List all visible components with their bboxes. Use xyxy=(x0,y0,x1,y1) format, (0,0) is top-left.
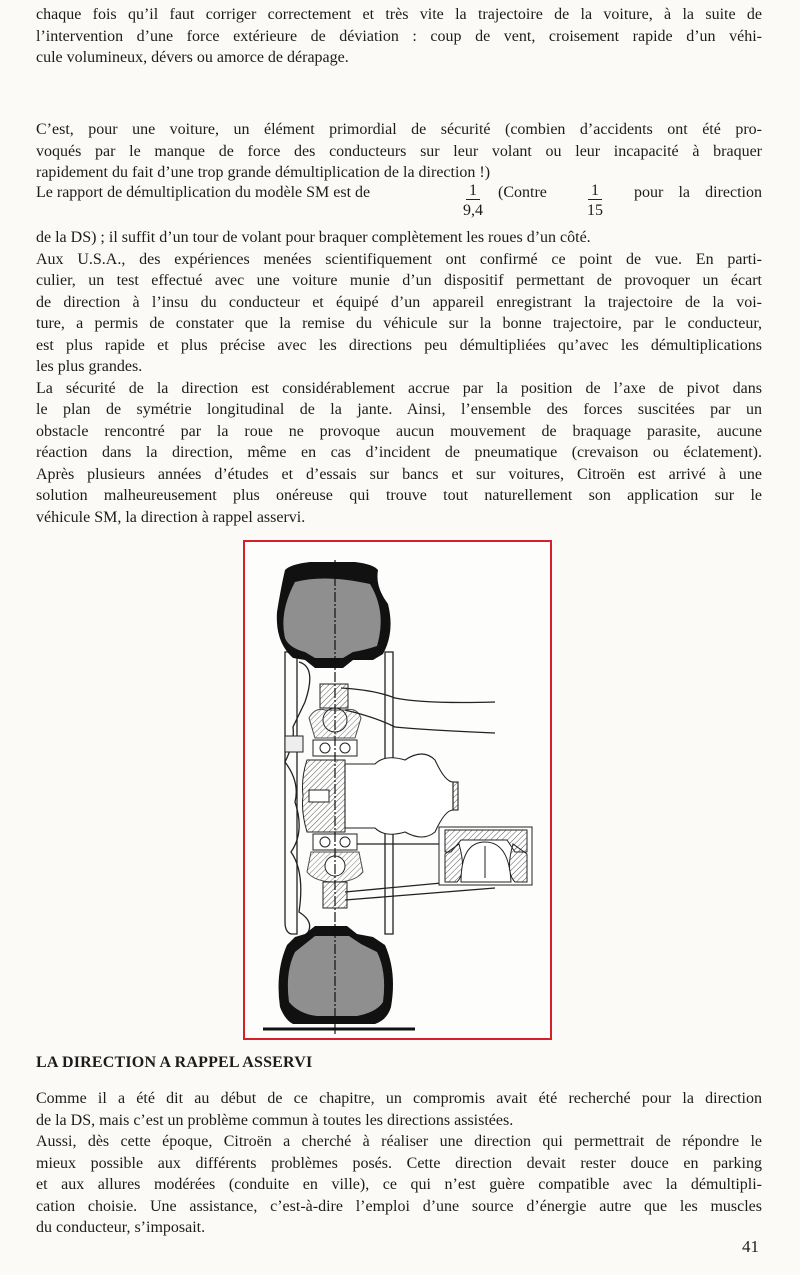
ratio-line-end: pour la direction xyxy=(634,184,762,201)
text-line: culier, un test effectué avec une voiture munie d’un dispositif permettant de provoquer un écart xyxy=(36,272,762,289)
text-line: rapidement du fait d’une trop grande démultiplication de la direction !) xyxy=(36,164,491,181)
text-line: cation choisie. Une assistance, c’est-à-dire l’emploi d’une source d’énergie autre que les muscles xyxy=(36,1197,762,1215)
text-line: véhicule SM, la direction à rappel asservi. xyxy=(36,508,306,526)
text-line: solution malheureusement plus onéreuse qui trouve tout naturellement son application sur le xyxy=(36,487,762,504)
wheel-diagram xyxy=(245,542,550,1038)
section-heading: LA DIRECTION A RAPPEL ASSERVI xyxy=(36,1054,313,1071)
ds-ratio-denominator: 15 xyxy=(587,202,603,219)
text-line: l’intervention d’une force extérieure de déviation : coup de vent, croisement rapide d’un véhi- xyxy=(36,27,762,45)
text-line: réaction dans la direction, même en cas d’incident de pneumatique (crevaison ou éclatement). xyxy=(36,444,762,461)
ratio-contre: (Contre xyxy=(498,184,547,201)
sm-ratio-numerator: 1 xyxy=(466,182,480,200)
text-line: Aux U.S.A., des expériences menées scientifiquement ont confirmé ce point de vue. En parti- xyxy=(36,250,762,268)
ds-ratio-fraction xyxy=(580,181,610,221)
sm-ratio-fraction xyxy=(458,181,488,221)
ball-joint-detail-inset xyxy=(439,827,532,885)
lower-tire xyxy=(263,926,415,1029)
text-line: le plan de symétrie longitudinal de la jante. Ainsi, l’ensemble des forces suscitées par un xyxy=(36,401,762,418)
text-line: et aux allures modérées (conduite en ville), ce qui n’est guère compatible avec la démultipli- xyxy=(36,1176,762,1193)
text-line: Aussi, dès cette époque, Citroën a cherché à réaliser une direction qui permettrait de répondre le xyxy=(36,1133,762,1150)
text-line: ture, a permis de constater que la remise du véhicule sur la bonne trajectoire, par le conducteur, xyxy=(36,315,762,332)
text-line: du conducteur, s’imposait. xyxy=(36,1219,206,1236)
ds-ratio-numerator: 1 xyxy=(588,182,602,200)
text-line: obstacle rencontré par la roue ne provoque aucun mouvement de braquage parasite, aucune xyxy=(36,422,762,440)
drive-shaft-boot xyxy=(345,754,458,837)
text-line: Comme il a été dit au début de ce chapitre, un compromis avait été recherché pour la direction xyxy=(36,1090,762,1107)
text-line: est plus rapide et plus précise avec les directions peu démultipliées qu’avec les démultiplications xyxy=(36,336,762,354)
text-line: mieux possible aux différents problèmes posés. Cette direction devait rester douce en parking xyxy=(36,1154,762,1172)
text-line: cule volumineux, dévers ou amorce de dérapage. xyxy=(36,49,349,66)
wheel-cross-section-figure xyxy=(243,540,552,1040)
text-line: de la DS) ; il suffit d’un tour de volant pour braquer complètement les roues d’un côté. xyxy=(36,229,591,246)
text-line: Après plusieurs années d’études et d’essais sur bancs et sur voitures, Citroën est arrivé à une xyxy=(36,465,762,483)
text-line: de direction à l’insu du conducteur et équipé d’un appareil enregistrant la trajectoire de la voi- xyxy=(36,293,762,311)
ratio-line-intro: Le rapport de démultiplication du modèle SM est de xyxy=(36,184,371,201)
text-line: chaque fois qu’il faut corriger correctement et très vite la trajectoire de la voiture, à la suite de xyxy=(36,6,762,23)
upper-tire xyxy=(277,562,391,668)
page-number: 41 xyxy=(742,1237,759,1256)
text-line: les plus grandes. xyxy=(36,358,143,375)
sm-ratio-denominator: 9,4 xyxy=(463,202,483,219)
text-line: La sécurité de la direction est considérablement accrue par la position de l’axe de pivot dans xyxy=(36,379,762,397)
text-line: voqués par le manque de force des conducteurs sur leur volant ou leur incapacité à braquer xyxy=(36,142,762,160)
text-line: C’est, pour une voiture, un élément primordial de sécurité (combien d’accidents ont été pro- xyxy=(36,121,762,138)
text-line: de la DS, mais c’est un problème commun à toutes les directions assistées. xyxy=(36,1111,514,1129)
